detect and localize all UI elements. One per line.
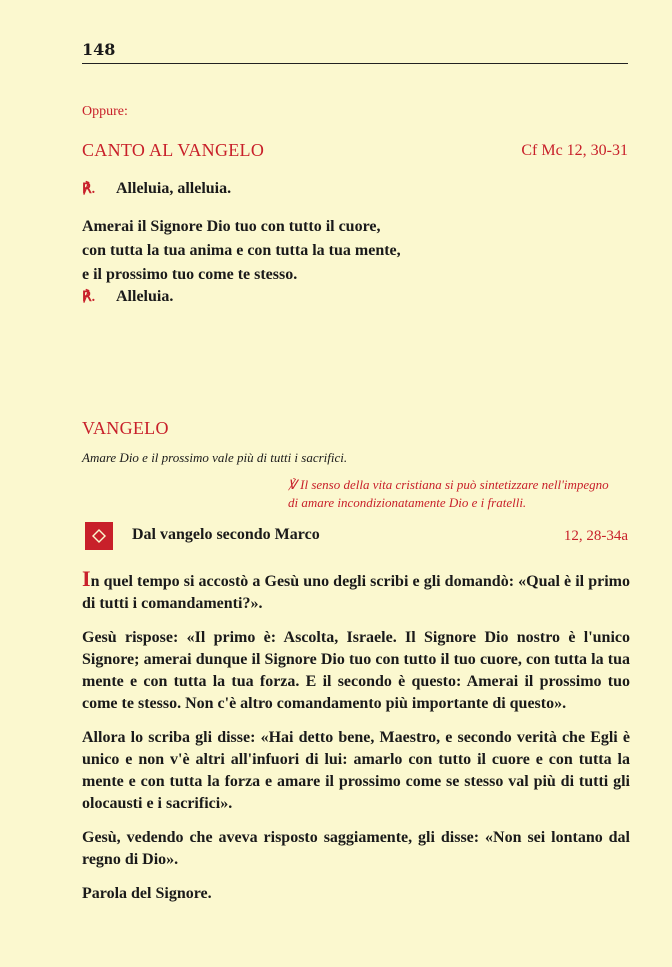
note-symbol: ℣: [288, 477, 297, 492]
drop-cap: I: [82, 566, 91, 591]
gospel-text: [82, 568, 630, 917]
verse-line-2: con tutta la tua anima e con tutta la tua mente,: [82, 242, 401, 259]
paragraph-1-text: n quel tempo si accostò a Gesù uno degli scribi e gli domandò: «Qual è il primo di tutti i comandamenti?».: [82, 573, 630, 612]
maltese-cross-icon: [82, 519, 116, 553]
vangelo-title: VANGELO: [82, 418, 169, 438]
header-rule: [82, 63, 628, 64]
oppure-label: Oppure:: [82, 104, 128, 119]
note-line-2: di amare incondizionatamente Dio e i fratelli.: [288, 495, 527, 510]
paragraph-4: Gesù, vedendo che aveva risposto saggiamente, gli disse: «Non sei lontano dal regno di Dio».: [82, 829, 630, 868]
acclamation-verse: [82, 215, 401, 287]
paragraph-1: [82, 568, 630, 615]
paragraph-2: Gesù rispose: «Il primo è: Ascolta, Israele. Il Signore Dio nostro è l'unico Signore; amerai dunque il Signore Dio tuo con tutto il tuo cuore, con tutta la tua mente e con tutta la tua forza. E il secondo è questo: Amerai il prossimo tuo come te stesso. Non c'è altro comandamento più importante di questo».: [82, 629, 630, 712]
canto-title: CANTO AL VANGELO: [82, 140, 265, 160]
verse-line-1: Amerai il Signore Dio tuo con tutto il cuore,: [82, 218, 381, 235]
response-line-2: [82, 288, 173, 306]
response-text-1: Alleluia, alleluia.: [116, 180, 232, 197]
canto-reference: Cf Mc 12, 30-31: [521, 142, 628, 159]
commentary-note: [288, 476, 638, 512]
response-line-1: [82, 180, 231, 198]
response-symbol: ℟.: [82, 182, 96, 197]
gospel-reference: 12, 28-34a: [563, 528, 628, 544]
paragraph-3: Allora lo scriba gli disse: «Hai detto bene, Maestro, e secondo verità che Egli è unico e non v'è altri all'infuori di lui: amarlo con tutto il cuore e con tutta la mente e con tutta la forza e amare il prossimo come se stesso val più di tutti gli olocausti e i sacrifici».: [82, 729, 630, 812]
response-text-2: Alleluia.: [116, 288, 174, 305]
gospel-label: Dal vangelo secondo Marco: [132, 526, 320, 543]
page-number: 148: [82, 40, 116, 59]
vangelo-subtitle: Amare Dio e il prossimo vale più di tutti i sacrifici.: [82, 450, 348, 465]
verse-line-3: e il prossimo tuo come te stesso.: [82, 266, 298, 283]
response-symbol: ℟.: [82, 290, 96, 305]
note-line-1: Il senso della vita cristiana si può sintetizzare nell'impegno: [300, 477, 609, 492]
closing-line: Parola del Signore.: [82, 885, 212, 902]
